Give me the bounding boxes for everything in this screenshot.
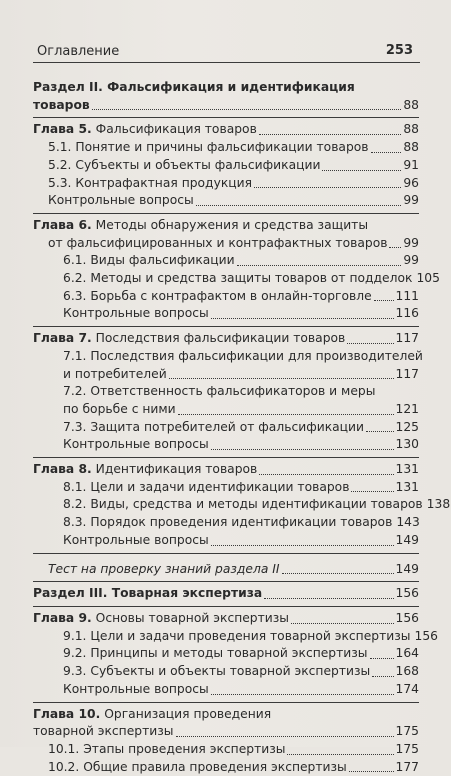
section-heading: Раздел III. Товарная экспертиза — [33, 586, 263, 601]
section-divider — [33, 213, 419, 214]
dot-leader — [389, 247, 401, 248]
entry-page: 149 — [395, 561, 419, 576]
entry-page: 177 — [395, 759, 419, 774]
entry-title: 9.2. Принципы и методы товарной экспертизы — [63, 646, 368, 661]
chapter-entry[interactable] — [33, 121, 419, 139]
toc-entry[interactable] — [33, 645, 419, 663]
toc-entry[interactable] — [33, 514, 419, 532]
entry-page: 131 — [395, 462, 419, 477]
section-heading: Раздел II. Фальсификация и идентификация — [33, 80, 355, 94]
entry-title-cont: и потребителей — [63, 366, 167, 381]
chapter-entry[interactable] — [33, 461, 419, 479]
table-of-contents — [33, 79, 451, 776]
dot-leader — [291, 623, 394, 624]
entry-title: 6.1. Виды фальсификации — [63, 253, 235, 268]
dot-leader — [264, 598, 393, 599]
entry-page: 149 — [395, 532, 419, 547]
section-divider — [33, 326, 419, 327]
dot-leader — [351, 491, 393, 492]
toc-entry[interactable] — [33, 401, 419, 419]
toc-entry[interactable] — [33, 270, 440, 288]
dot-leader — [349, 771, 394, 772]
section-divider — [33, 702, 419, 703]
entry-page: 99 — [403, 193, 419, 208]
entry-title: 8.2. Виды, средства и методы идентификации товаров — [63, 497, 423, 512]
entry-page: 88 — [403, 140, 419, 155]
toc-entry[interactable] — [33, 496, 451, 514]
entry-page: 164 — [395, 646, 419, 661]
chapter-title: Методы обнаружения и средства защиты — [95, 217, 369, 232]
dot-leader — [211, 449, 394, 450]
chapter-title: Последствия фальсификации товаров — [95, 331, 346, 346]
chapter-title-cont: товарной экспертизы — [33, 724, 174, 739]
toc-entry[interactable] — [33, 681, 419, 699]
dot-leader — [366, 431, 393, 432]
entry-page: 156 — [395, 610, 419, 625]
entry-page: 99 — [403, 235, 419, 250]
entry-page: 117 — [395, 331, 419, 346]
dot-leader — [347, 343, 393, 344]
section-divider — [33, 553, 419, 554]
entry-title: 5.1. Понятие и причины фальсификации товаров — [48, 140, 369, 155]
section-heading-cont: товаров — [33, 97, 90, 112]
entry-page: 174 — [395, 681, 419, 696]
toc-entry[interactable] — [33, 663, 419, 681]
dot-leader — [178, 414, 394, 415]
dot-leader — [287, 754, 393, 755]
chapter-label: Глава 7. — [33, 331, 92, 346]
section-divider — [33, 581, 419, 582]
toc-entry[interactable] — [33, 532, 419, 550]
dot-leader — [372, 676, 393, 677]
dot-leader — [92, 109, 402, 110]
entry-page: 88 — [403, 97, 419, 112]
entry-title: 9.1. Цели и задачи проведения товарной экспертизы — [63, 628, 411, 643]
entry-page: 130 — [395, 437, 419, 452]
entry-page: 91 — [403, 157, 419, 172]
dot-leader — [282, 573, 394, 574]
entry-page: 105 — [416, 271, 440, 286]
entry-title: Контрольные вопросы — [63, 681, 209, 696]
dot-leader — [370, 658, 394, 659]
test-title: Тест на проверку знаний раздела II — [48, 561, 280, 576]
entry-page: 99 — [403, 253, 419, 268]
entry-title: 8.1. Цели и задачи идентификации товаров — [63, 479, 350, 494]
dot-leader — [259, 134, 402, 135]
dot-leader — [211, 318, 394, 319]
dot-leader — [176, 736, 394, 737]
entry-page: 131 — [395, 479, 419, 494]
dot-leader — [322, 170, 401, 171]
chapter-label: Глава 10. — [33, 706, 101, 721]
entry-title: 9.3. Субъекты и объекты товарной экспертизы — [63, 664, 371, 679]
toc-entry[interactable] — [33, 741, 419, 759]
entry-page: 175 — [395, 724, 419, 739]
entry-page: 111 — [395, 288, 419, 303]
toc-entry[interactable] — [33, 305, 419, 323]
chapter-title: Идентификация товаров — [95, 462, 258, 477]
entry-title: Контрольные вопросы — [63, 306, 209, 321]
toc-entry[interactable] — [33, 628, 438, 646]
entry-title: 7.3. Защита потребителей от фальсификации — [63, 419, 365, 434]
toc-entry[interactable] — [33, 419, 419, 437]
entry-page: 116 — [395, 306, 419, 321]
chapter-title: Фальсификация товаров — [95, 122, 257, 137]
toc-entry[interactable] — [33, 97, 419, 115]
section-divider — [33, 117, 419, 118]
chapter-label: Глава 5. — [33, 122, 92, 137]
entry-title: Контрольные вопросы — [63, 437, 209, 452]
entry-title: Контрольные вопросы — [63, 532, 209, 547]
entry-title: 5.3. Контрафактная продукция — [48, 175, 253, 190]
dot-leader — [374, 300, 394, 301]
entry-page: 117 — [395, 366, 419, 381]
header-title: Оглавление — [37, 44, 120, 59]
chapter-title: Организация проведения — [104, 706, 272, 721]
chapter-label: Глава 9. — [33, 610, 92, 625]
entry-page: 121 — [395, 401, 419, 416]
toc-entry[interactable] — [33, 192, 419, 210]
chapter-entry[interactable] — [33, 610, 419, 628]
entry-title: Контрольные вопросы — [48, 193, 194, 208]
entry-page: 156 — [414, 628, 438, 643]
dot-leader — [371, 152, 402, 153]
entry-page: 138 — [426, 497, 451, 512]
entry-title[interactable]: 7.1. Последствия фальсификации для производителей — [63, 348, 423, 363]
entry-page: 143 — [396, 515, 420, 530]
header-rule — [33, 62, 420, 63]
toc-entry[interactable] — [33, 235, 419, 253]
dot-leader — [211, 694, 394, 695]
toc-entry[interactable] — [33, 175, 419, 193]
entry-title: 6.2. Методы и средства защиты товаров от подделок — [63, 271, 413, 286]
entry-title: 5.2. Субъекты и объекты фальсификации — [48, 157, 321, 172]
entry-title: 10.1. Этапы проведения экспертизы — [48, 741, 286, 756]
chapter-entry[interactable] — [33, 706, 419, 724]
dot-leader — [196, 205, 402, 206]
chapter-title-cont: от фальсифицированных и контрафактных товаров — [48, 235, 388, 250]
chapter-entry[interactable] — [33, 330, 419, 348]
entry-page: 168 — [395, 664, 419, 679]
chapter-label: Глава 6. — [33, 217, 92, 232]
toc-entry[interactable] — [33, 139, 419, 157]
chapter-entry[interactable] — [33, 217, 419, 235]
section-divider — [33, 457, 419, 458]
entry-title: 8.3. Порядок проведения идентификации товаров — [63, 515, 393, 530]
dot-leader — [259, 474, 393, 475]
toc-entry[interactable] — [33, 759, 419, 776]
page-number: 253 — [385, 43, 413, 58]
entry-title: 6.3. Борьба с контрафактом в онлайн-торговле — [63, 288, 372, 303]
toc-entry[interactable] — [33, 288, 419, 306]
dot-leader — [169, 378, 394, 379]
running-header — [0, 38, 451, 64]
entry-page: 175 — [395, 741, 419, 756]
entry-page: 96 — [403, 175, 419, 190]
dot-leader — [254, 187, 401, 188]
toc-entry[interactable] — [33, 561, 419, 579]
dot-leader — [237, 265, 402, 266]
entry-title-cont: по борьбе с ними — [63, 401, 176, 416]
toc-entry[interactable] — [33, 436, 419, 454]
toc-entry[interactable] — [33, 479, 419, 497]
entry-title[interactable]: 7.2. Ответственность фальсификаторов и меры — [63, 384, 376, 399]
toc-entry[interactable] — [33, 723, 419, 741]
chapter-title: Основы товарной экспертизы — [95, 610, 290, 625]
dot-leader — [211, 545, 394, 546]
entry-page: 88 — [403, 122, 419, 137]
chapter-label: Глава 8. — [33, 462, 92, 477]
toc-entry[interactable] — [33, 252, 419, 270]
entry-page: 156 — [395, 586, 419, 601]
entry-page: 125 — [395, 419, 419, 434]
toc-entry[interactable] — [33, 157, 419, 175]
toc-entry[interactable] — [33, 366, 419, 384]
section-divider — [33, 606, 419, 607]
entry-title: 10.2. Общие правила проведения экспертизы — [48, 759, 347, 774]
toc-entry[interactable] — [33, 585, 419, 603]
